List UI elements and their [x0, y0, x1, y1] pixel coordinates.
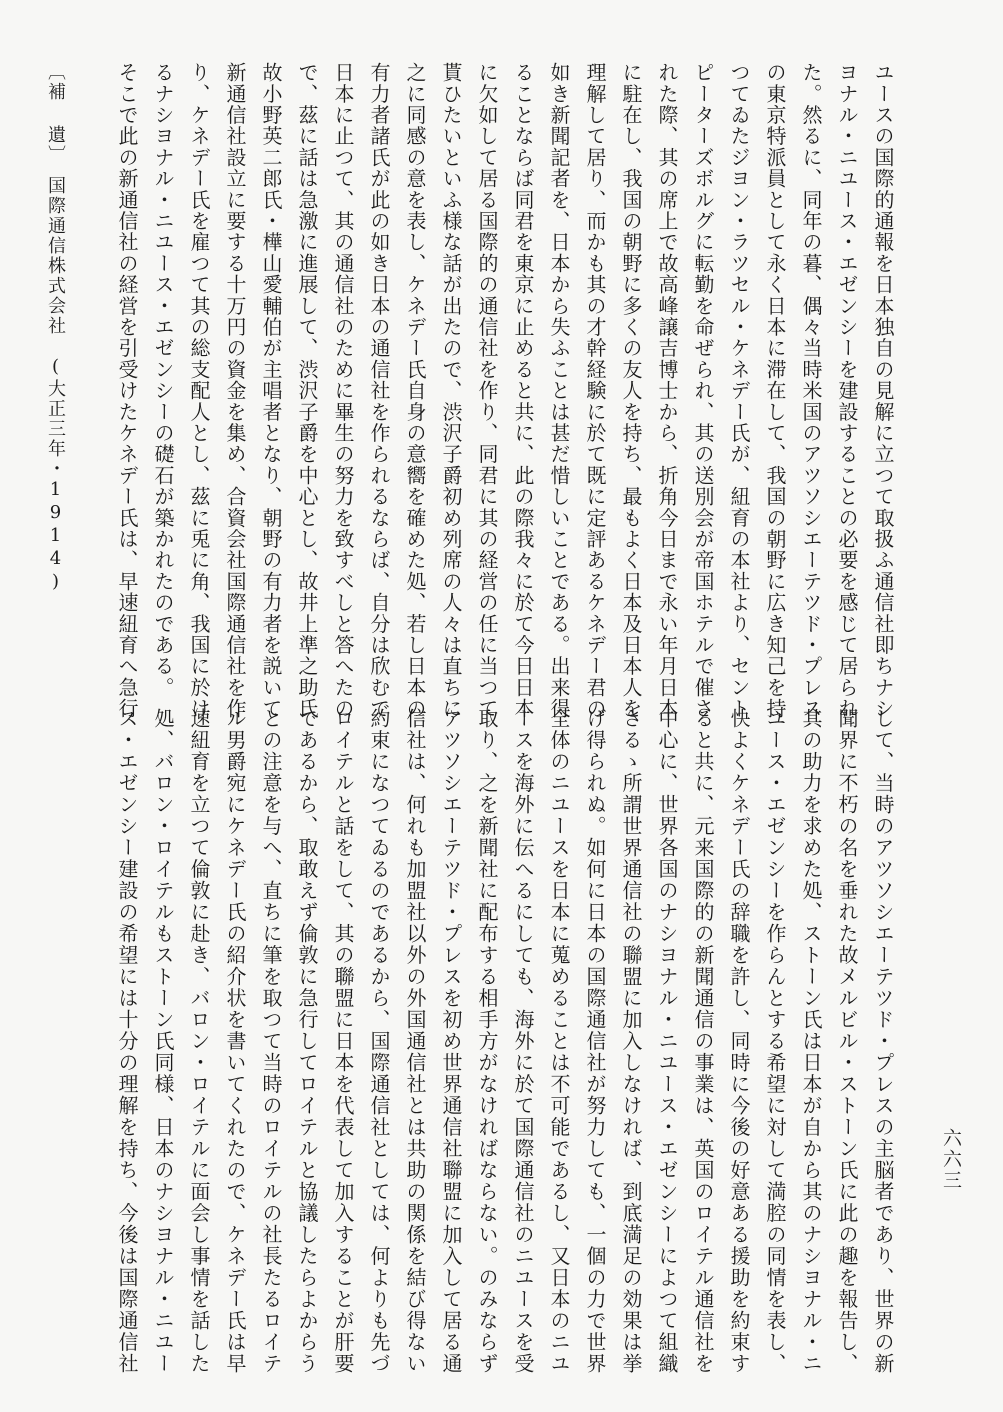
text-column: ル男爵宛にケネデー氏の紹介状を書いてくれたので、ケネデー氏は早 [223, 708, 247, 1375]
text-column: ロイテルと話をして、其の聯盟に日本を代表して加入することが肝要 [331, 708, 355, 1375]
text-column: 新通信社設立に要する十万円の資金を集め、合資会社国際通信社を作 [223, 62, 247, 720]
text-column: アツソシエーテツド・プレスを初め世界通信社聯盟に加入して居る通 [439, 708, 463, 1375]
text-column: ることならば同君を東京に止めると共に、此の際我々に於て今日日本 [511, 62, 535, 720]
text-column: の東京特派員として永く日本に滞在して、我国の朝野に広き知己を持 [763, 62, 787, 720]
text-column: に欠如して居る国際的の通信社を作り、同君に其の経営の任に当つて [475, 62, 499, 720]
text-column: ス・エゼンシー建設の希望には十分の理解を持ち、今後は国際通信社 [115, 708, 139, 1375]
text-column: 如き新聞記者を、日本から失ふことは甚だ惜しいことである。出来得 [547, 62, 571, 720]
text-column: 日本に止つて、其の通信社のために畢生の努力を致すべしと答へたの [331, 62, 355, 720]
text-column: 之に同感の意を表し、ケネデー氏自身の意嚮を確めた処、若し日本の [403, 62, 427, 720]
text-column: 中心に、世界各国のナシヨナル・ニユース・エゼンシーによつて組織 [655, 708, 679, 1375]
text-column: れた際、其の席上で故高峰譲吉博士から、折角今日まで永い年月日本 [655, 62, 679, 720]
text-column: 聞界に不朽の名を垂れた故メルビル・ストーン氏に此の趣を報告し、 [835, 708, 859, 1375]
text-column: 其の助力を求めた処、ストーン氏は日本が自から其のナシヨナル・ニ [799, 708, 823, 1375]
text-column: で、茲に話は急激に進展して、渋沢子爵を中心とし、故井上準之助氏 [295, 62, 319, 720]
text-column: 快よくケネデー氏の辞職を許し、同時に今後の好意ある援助を約束す [727, 708, 751, 1375]
text-column: るナシヨナル・ニユース・エゼンシーの礎石が築かれたのである。 [151, 62, 175, 698]
text-column: 全体のニユースを日本に蒐めることは不可能であるし、又日本のニユ [547, 708, 571, 1375]
text-column: 故小野英二郎氏・樺山愛輔伯が主唱者となり、朝野の有力者を説いて [259, 62, 283, 720]
running-header [40, 62, 66, 594]
text-column: ユース・エゼンシーを作らんとする希望に対して満腔の同情を表し、 [763, 708, 787, 1375]
text-column: 信社は、何れも加盟社以外の外国通信社とは共助の関係を結び得ない [403, 708, 427, 1375]
text-column: 処、バロン・ロイテルもストーン氏同様、日本のナシヨナル・ニユー [151, 708, 175, 1375]
text-column: に駐在し、我国の朝野に多くの友人を持ち、最もよく日本及日本人を [619, 62, 643, 720]
text-column: して、当時のアツソシエーテツド・プレスの主脳者であり、世界の新 [871, 708, 895, 1375]
text-column: つてゐたジヨン・ラツセル・ケネデー氏が、紐育の本社より、セント [727, 62, 751, 720]
text-column: であるから、取敢えず倫敦に急行してロイテルと協議したらよからう [295, 708, 319, 1375]
text-column: さるゝ所謂世界通信社の聯盟に加入しなければ、到底満足の効果は挙 [619, 708, 643, 1375]
page-number: 六六三 [940, 1128, 962, 1191]
text-column: ピーターズボルグに転勤を命ぜられ、其の送別会が帝国ホテルで催さ [691, 62, 715, 720]
text-column: 理解して居り、而かも其の才幹経験に於て既に定評あるケネデー君の [583, 62, 607, 720]
text-column: 約束になつてゐるのであるから、国際通信社としては、何よりも先づ [367, 708, 391, 1375]
text-column: た。然るに、同年の暮、偶々当時米国のアツソシエーテツド・プレス [799, 62, 823, 720]
text-column: ヨナル・ニユース・エゼンシーを建設することの必要を感じて居られ [835, 62, 859, 720]
text-column: ると共に、元来国際的の新聞通信の事業は、英国のロイテル通信社を [691, 708, 715, 1375]
text-column: 貰ひたいといふ様な話が出たので、渋沢子爵初め列席の人々は直ちに [439, 62, 463, 720]
text-column: ユースの国際的通報を日本独自の見解に立つて取扱ふ通信社即ちナシ [871, 62, 895, 720]
section-label: 〔補 遺〕 [45, 62, 66, 156]
text-column: 取り、之を新聞社に配布する相手方がなければならない。のみならず [475, 708, 499, 1375]
text-column: げ得られぬ。如何に日本の国際通信社が努力しても、一個の力で世界 [583, 708, 607, 1375]
text-column: ースを海外に伝へるにしても、海外に於て国際通信社のニユースを受 [511, 708, 535, 1375]
text-column: そこで此の新通信社の経営を引受けたケネデー氏は、早速紐育へ急行 [115, 62, 139, 720]
text-column: との注意を与へ、直ちに筆を取つて当時のロイテルの社長たるロイテ [259, 708, 283, 1375]
text-column: 速紐育を立つて倫敦に赴き、バロン・ロイテルに面会し事情を話した [187, 708, 211, 1375]
text-column: 有力者諸氏が此の如き日本の通信社を作られるならば、自分は欣むで [367, 62, 391, 720]
text-column: り、ケネデー氏を雇つて其の総支配人とし、茲に兎に角、我国に於け [187, 62, 211, 720]
period-label: (大正三年・1914) [45, 356, 66, 594]
company-name: 国際通信株式会社 [45, 176, 66, 336]
